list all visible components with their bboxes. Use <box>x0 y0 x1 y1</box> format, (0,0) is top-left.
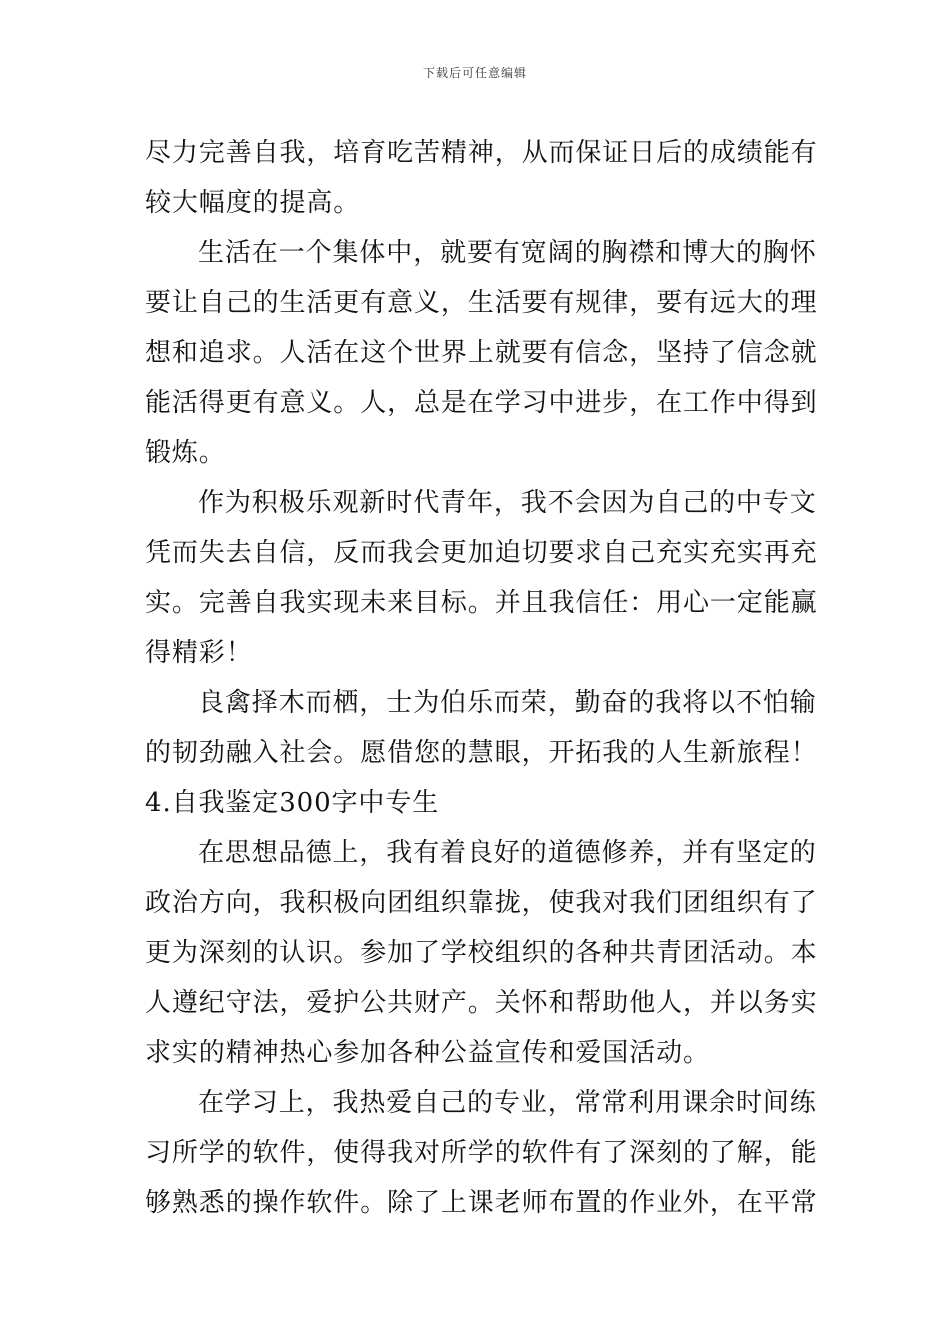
paragraph-start-line: 在思想品德上，我有着良好的道德修养，并有坚定的 <box>198 838 817 868</box>
section-heading: 4.自我鉴定300字中专生 <box>145 788 440 818</box>
text-line: 锻炼。 <box>145 438 226 468</box>
text-line: 要让自己的生活更有意义，生活要有规律，要有远大的理 <box>145 288 818 318</box>
text-line: 人遵纪守法，爱护公共财产。关怀和帮助他人，并以务实 <box>145 988 818 1018</box>
text-line: 较大幅度的提高。 <box>145 188 361 218</box>
text-line: 求实的精神热心参加各种公益宣传和爱国活动。 <box>145 1038 710 1068</box>
paragraph-start-line: 在学习上，我热爱自己的专业，常常利用课余时间练 <box>198 1088 817 1118</box>
text-line: 政治方向，我积极向团组织靠拢，使我对我们团组织有了 <box>145 888 818 918</box>
text-line: 实。完善自我实现未来目标。并且我信任：用心一定能赢 <box>145 588 818 618</box>
text-line: 够熟悉的操作软件。除了上课老师布置的作业外，在平常 <box>145 1188 818 1218</box>
text-line: 想和追求。人活在这个世界上就要有信念，坚持了信念就 <box>145 338 818 368</box>
text-line: 凭而失去自信，反而我会更加迫切要求自己充实充实再充 <box>145 538 818 568</box>
text-line: 能活得更有意义。人，总是在学习中进步，在工作中得到 <box>145 388 818 418</box>
document-body <box>145 128 818 1228</box>
text-line: 的韧劲融入社会。愿借您的慧眼，开拓我的人生新旅程！ <box>145 738 818 768</box>
paragraph-start-line: 生活在一个集体中，就要有宽阔的胸襟和博大的胸怀 <box>198 238 817 268</box>
text-line: 得精彩！ <box>145 638 253 668</box>
paragraph-start-line: 良禽择木而栖，士为伯乐而荣，勤奋的我将以不怕输 <box>198 688 817 718</box>
paragraph-start-line: 作为积极乐观新时代青年，我不会因为自己的中专文 <box>198 488 817 518</box>
text-line: 更为深刻的认识。参加了学校组织的各种共青团活动。本 <box>145 938 818 968</box>
text-line: 习所学的软件，使得我对所学的软件有了深刻的了解，能 <box>145 1138 818 1168</box>
text-line: 尽力完善自我，培育吃苦精神，从而保证日后的成绩能有 <box>145 138 818 168</box>
page-header: 下载后可任意编辑 <box>422 66 527 80</box>
